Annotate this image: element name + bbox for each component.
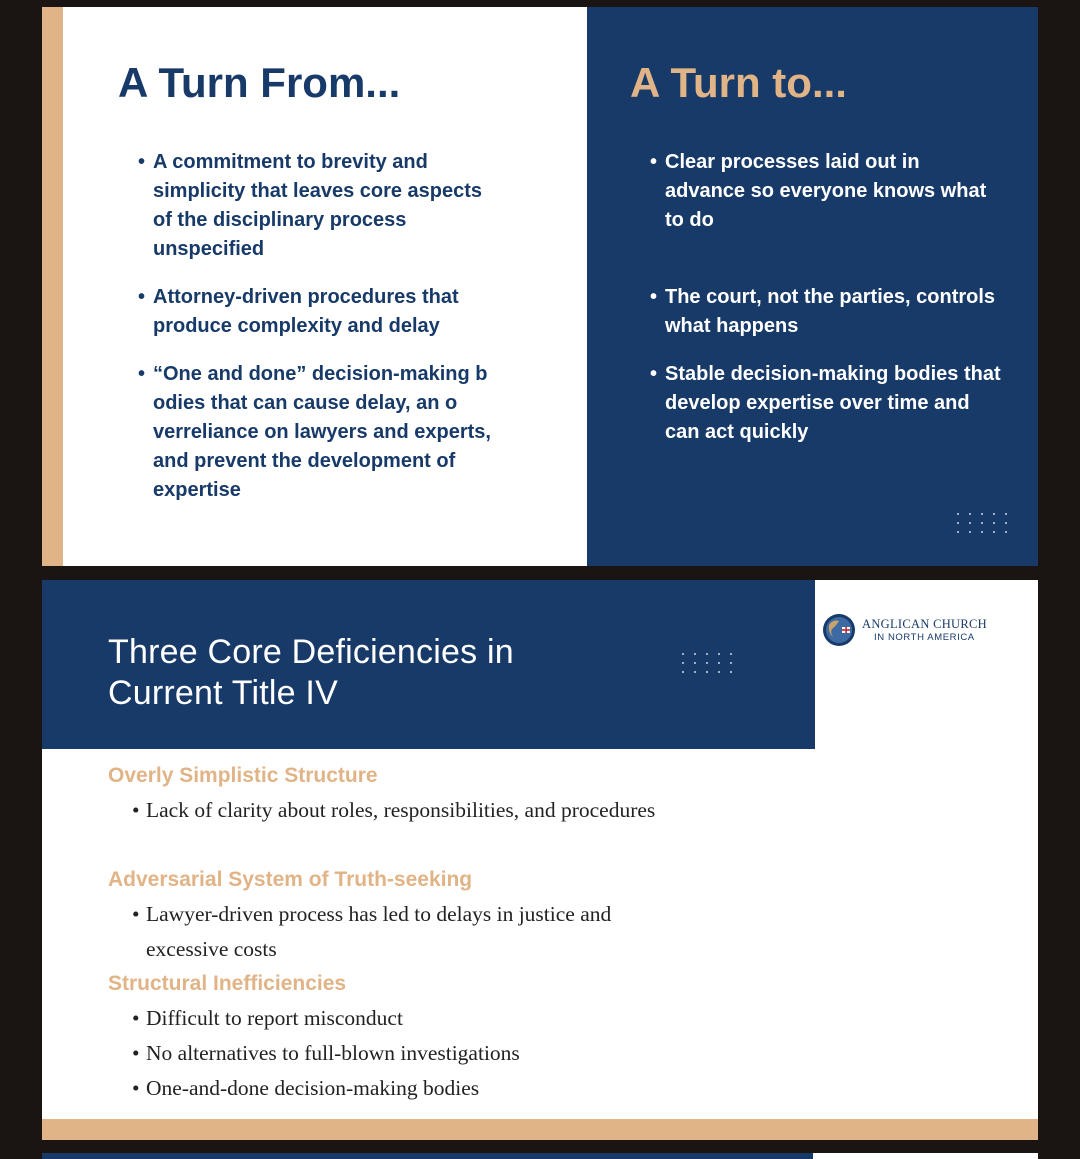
slide-title <box>108 632 514 714</box>
turn-to-item: • Clear processes laid out in advance so everyone knows what to do <box>650 148 1005 235</box>
next-slide-edge <box>42 1153 813 1159</box>
turn-to-panel <box>587 7 1038 566</box>
turn-to-item: • Stable decision-making bodies that develop expertise over time and can act quickly <box>650 360 1005 447</box>
section-heading: Adversarial System of Truth-seeking <box>108 868 473 891</box>
turn-from-item: • “One and done” decision-making b odies that can cause delay, an o verreliance on lawyers and experts, and prevent the development of expertise <box>138 360 493 505</box>
turn-from-title: A Turn From... <box>118 59 401 106</box>
turn-to-title: A Turn to... <box>630 59 847 106</box>
globe-logo-icon <box>822 613 856 647</box>
section-bullet: • Difficult to report misconduct <box>132 1001 666 1036</box>
section-bullet: • One-and-done decision-making bodies <box>132 1071 666 1106</box>
slide-header <box>42 580 815 749</box>
turn-from-item: • Attorney-driven procedures that produce complexity and delay <box>138 283 493 341</box>
section-bullet: • Lack of clarity about roles, responsibilities, and procedures <box>132 793 666 828</box>
accent-bar <box>42 7 63 566</box>
slide-title-line-2: Current Title IV <box>108 674 338 712</box>
section-heading: Structural Inefficiencies <box>108 972 347 995</box>
section-heading: Overly Simplistic Structure <box>108 764 378 787</box>
section-bullet: • Lawyer-driven process has led to delays in justice and excessive costs <box>132 897 666 967</box>
logo-text-primary: ANGLICAN CHURCH <box>862 617 987 631</box>
logo-text-secondary: IN NORTH AMERICA <box>874 632 975 643</box>
accent-bar <box>42 1119 1038 1140</box>
dot-grid-decoration <box>682 653 734 673</box>
acna-logo <box>822 613 1032 649</box>
turn-from-item: • A commitment to brevity and simplicity that leaves core aspects of the disciplinary process unspecified <box>138 148 493 264</box>
slide-title-line-1: Three Core Deficiencies in <box>108 633 514 671</box>
next-slide-edge <box>813 1153 1038 1159</box>
slide-turn-from-to <box>42 7 1038 566</box>
section-bullet: • No alternatives to full-blown investigations <box>132 1036 666 1071</box>
dot-grid-decoration <box>957 513 1009 533</box>
slide-core-deficiencies <box>42 580 1038 1140</box>
turn-to-item: • The court, not the parties, controls what happens <box>650 283 1005 341</box>
